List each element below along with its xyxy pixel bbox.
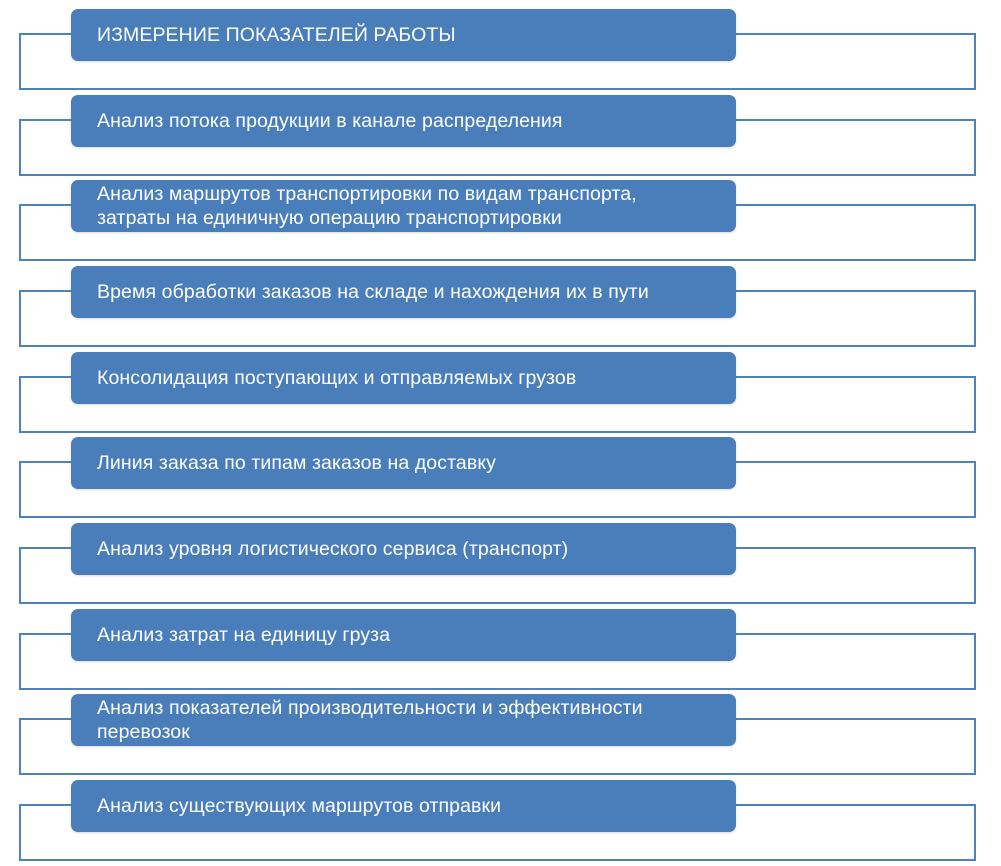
item-label: Анализ потока продукции в канале распределения (97, 110, 563, 132)
item-box (71, 9, 736, 61)
item-box (71, 180, 736, 232)
item-label: Анализ затрат на единицу груза (97, 624, 391, 646)
item-label: Анализ существующих маршрутов отправки (97, 795, 502, 817)
item-label: Время обработки заказов на складе и нахождения их в пути (97, 281, 649, 303)
item-box (71, 95, 736, 147)
item-box (71, 694, 736, 746)
list-item (0, 266, 1001, 352)
list-item (0, 780, 1001, 866)
list-item (0, 95, 1001, 181)
item-box (71, 437, 736, 489)
item-box (71, 523, 736, 575)
list-item (0, 352, 1001, 438)
item-box (71, 780, 736, 832)
item-box (71, 609, 736, 661)
item-label: ИЗМЕРЕНИЕ ПОКАЗАТЕЛЕЙ РАБОТЫ (97, 24, 456, 46)
item-label: Анализ уровня логистического сервиса (транспорт) (97, 538, 569, 560)
item-label: Анализ показателей производительности и эффективности перевозок (97, 697, 643, 743)
list-item (0, 694, 1001, 780)
item-label: Линия заказа по типам заказов на доставку (97, 452, 497, 474)
list-item (0, 180, 1001, 266)
list-item (0, 609, 1001, 695)
item-box (71, 352, 736, 404)
item-box (71, 266, 736, 318)
item-label: Консолидация поступающих и отправляемых грузов (97, 367, 577, 389)
list-item (0, 9, 1001, 95)
list-item (0, 437, 1001, 523)
item-label: Анализ маршрутов транспортировки по видам транспорта, затраты на единичную операцию транспортировки (97, 183, 637, 229)
list-item (0, 523, 1001, 609)
